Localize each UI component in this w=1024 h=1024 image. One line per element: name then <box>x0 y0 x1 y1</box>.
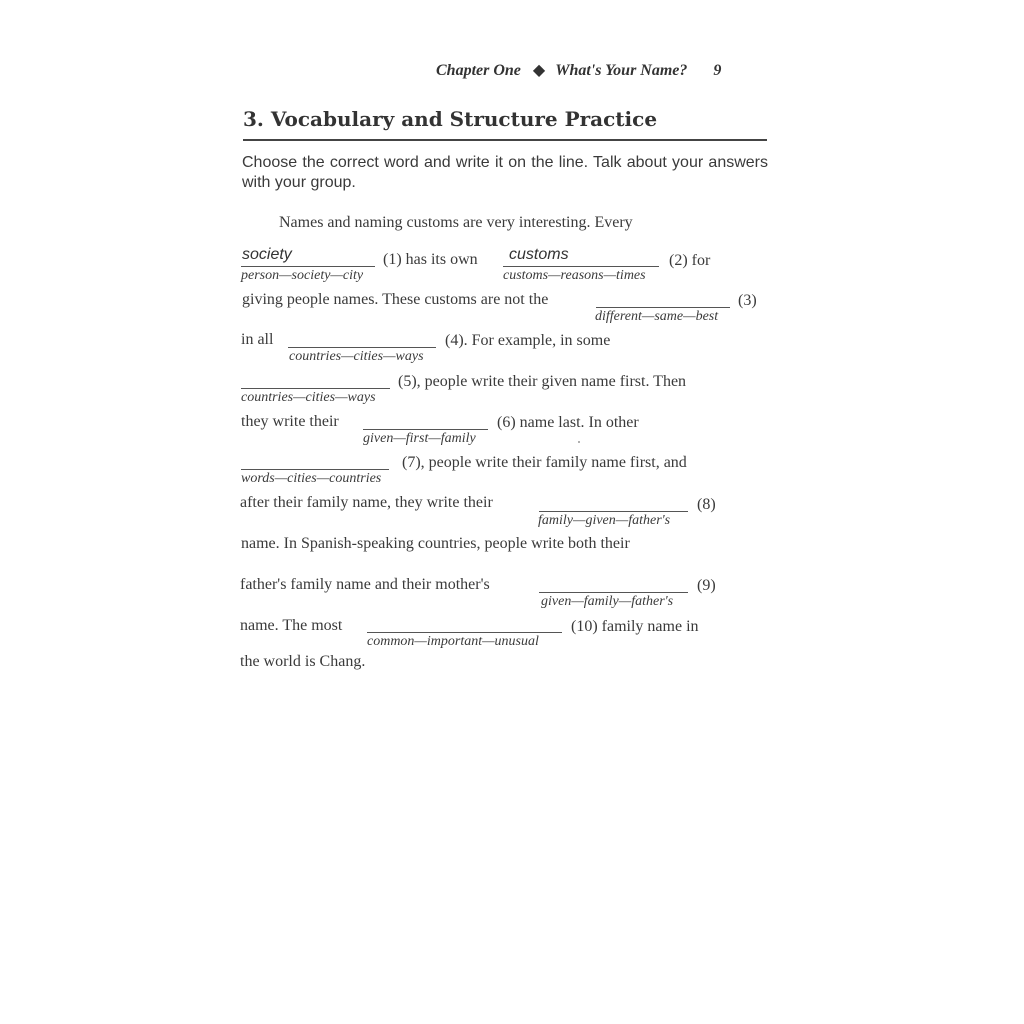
options-4: countries—cities—ways <box>289 349 424 364</box>
running-header <box>436 60 721 80</box>
passage-text: giving people names. These customs are not the <box>242 291 549 308</box>
passage-text: (4). For example, in some <box>445 332 611 349</box>
options-7: words—cities—countries <box>241 471 382 486</box>
section-label: What's Your Name? <box>555 62 688 79</box>
answer-blank-9[interactable] <box>539 592 688 593</box>
options-8: family—given—father's <box>538 513 671 528</box>
options-6: given—first—family <box>363 431 476 446</box>
answer-blank-2[interactable] <box>503 266 659 267</box>
speck <box>578 441 580 443</box>
exercise-title: 3. Vocabulary and Structure Practice <box>243 107 658 131</box>
passage-text: after their family name, they write their <box>240 494 493 511</box>
answer-blank-4[interactable] <box>288 347 436 348</box>
chapter-label: Chapter One <box>436 62 521 79</box>
passage-text: (7), people write their family name first, and <box>402 454 687 471</box>
options-1: person—society—city <box>241 268 364 283</box>
passage-text: father's family name and their mother's <box>240 576 490 593</box>
passage-text: (2) for <box>669 252 711 269</box>
answer-blank-8[interactable] <box>539 511 688 512</box>
options-9: given—family—father's <box>541 594 674 609</box>
options-3: different—same—best <box>595 309 719 324</box>
passage-text: (6) name last. In other <box>497 414 639 431</box>
options-10: common—important—unusual <box>367 634 539 649</box>
passage-text: (3) <box>738 292 757 309</box>
answer-blank-6[interactable] <box>363 429 488 430</box>
passage-text: (5), people write their given name first. Then <box>398 373 687 390</box>
passage-text: (9) <box>697 577 716 594</box>
passage-text: (1) has its own <box>383 251 478 268</box>
passage-text: name. The most <box>240 617 343 634</box>
options-2: customs—reasons—times <box>503 268 646 283</box>
page-number: 9 <box>713 62 722 79</box>
passage-text: in all <box>241 331 274 348</box>
passage-text: Names and naming customs are very interesting. Every <box>279 214 633 231</box>
answer-blank-5[interactable] <box>241 388 390 389</box>
answer-1: society <box>242 246 292 263</box>
instructions: Choose the correct word and write it on the line. Talk about your answers with your group. <box>242 154 768 191</box>
diamond-icon: ◆ <box>532 62 546 79</box>
answer-blank-10[interactable] <box>367 632 562 633</box>
passage-text: name. In Spanish-speaking countries, people write both their <box>241 535 630 552</box>
options-5: countries—cities—ways <box>241 390 376 405</box>
answer-blank-7[interactable] <box>241 469 389 470</box>
passage-text: (8) <box>697 496 716 513</box>
passage-text: the world is Chang. <box>240 653 366 670</box>
passage-text: they write their <box>241 413 339 430</box>
title-rule <box>243 139 767 141</box>
answer-blank-3[interactable] <box>596 307 730 308</box>
answer-blank-1[interactable] <box>241 266 375 267</box>
passage-text: (10) family name in <box>571 618 699 635</box>
answer-2: customs <box>509 246 569 263</box>
